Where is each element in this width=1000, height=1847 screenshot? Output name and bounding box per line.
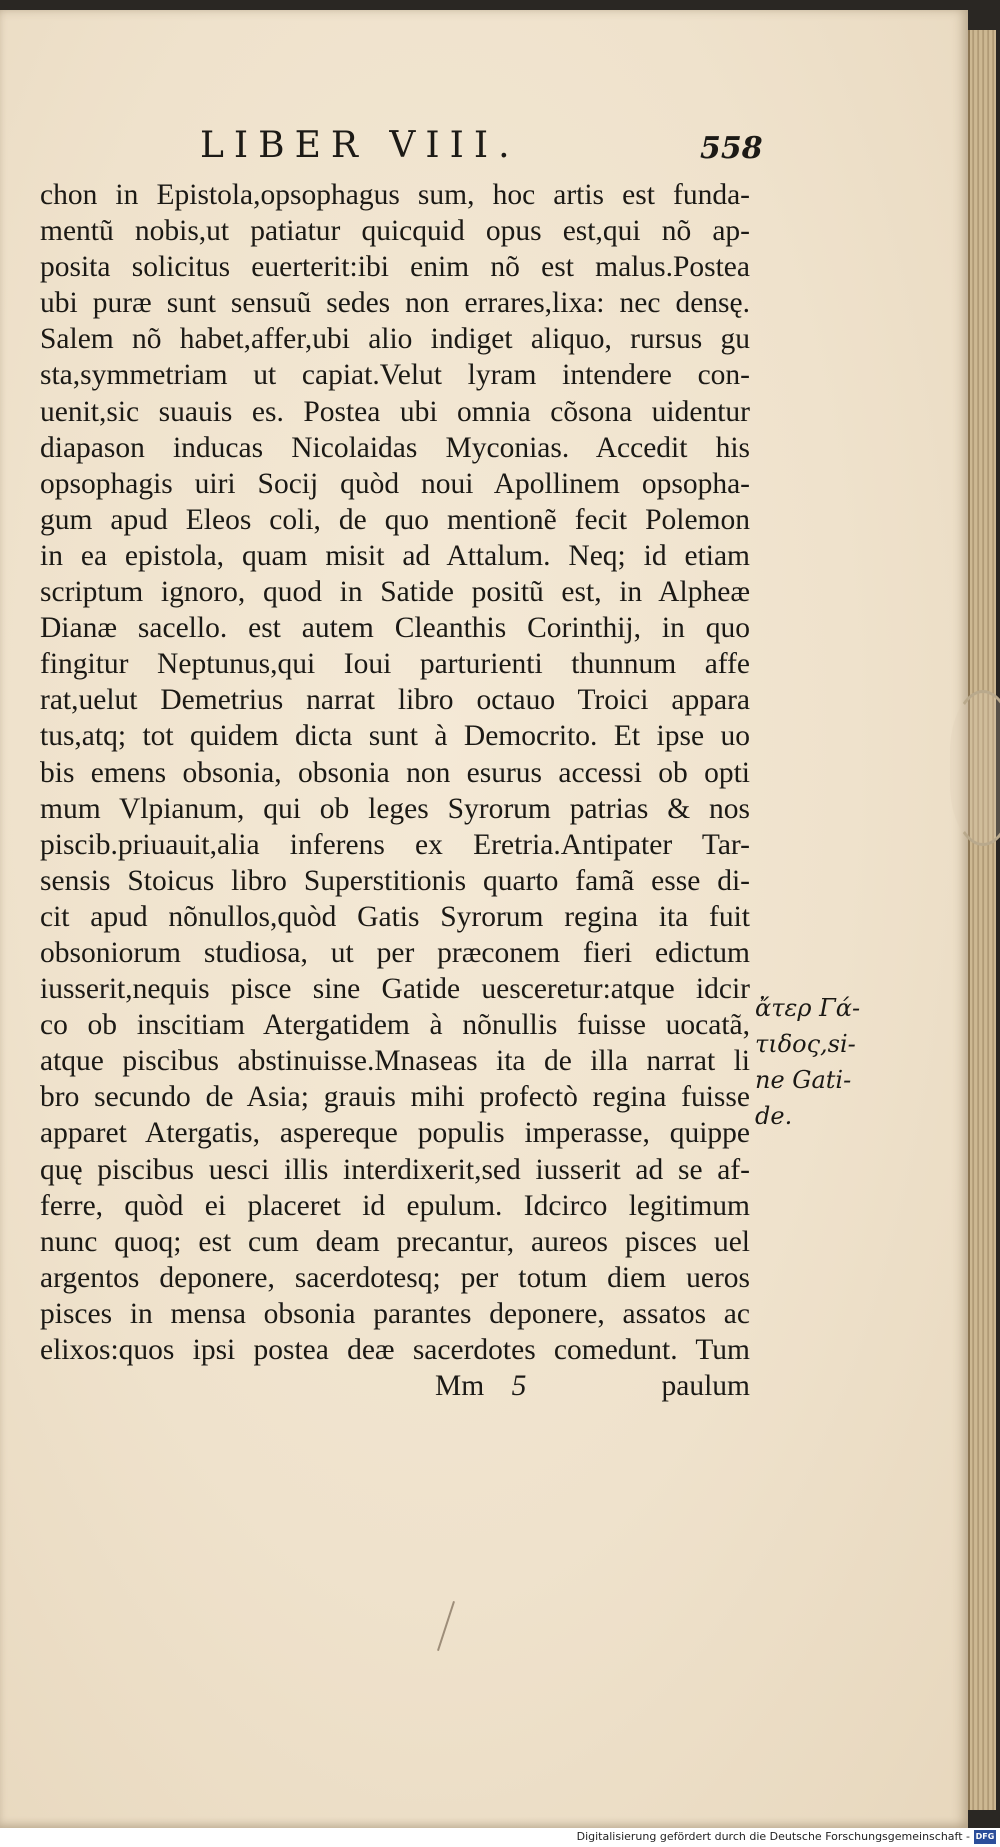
text-line: sta,symmetriam ut capiat.Velut lyram intendere con-: [40, 359, 750, 392]
text-line: gum apud Eleos coli, de quo mentionẽ fecit Polemon: [40, 503, 750, 536]
text-line: posita solicitus euerterit:ibi enim nõ est malus.Postea: [40, 251, 750, 284]
text-line: elixos:quos ipsi postea deæ sacerdotes comedunt. Tum: [40, 1334, 750, 1366]
signature-mark: [435, 1368, 526, 1404]
text-line: bro secundo de Asia; grauis mihi profectò regina fuisse: [40, 1081, 750, 1114]
text-line: in ea epistola, quam misit ad Attalum. Neq; id etiam: [40, 539, 750, 572]
text-line: sensis Stoicus libro Superstitionis quarto famã esse di-: [40, 864, 750, 897]
main-text-block: [40, 177, 750, 1404]
text-line: Dianæ sacello. est autem Cleanthis Corinthij, in quo: [40, 612, 750, 645]
text-line: cit apud nõnullos,quòd Gatis Syrorum regina ita fuit: [40, 900, 750, 933]
text-line: tus,atq; tot quidem dicta sunt à Democrito. Et ipse uo: [40, 720, 750, 753]
marginal-note-line: ne Gati-: [755, 1066, 852, 1094]
text-line: scriptum ignoro, quod in Satide positũ est, in Alpheæ: [40, 576, 750, 609]
holding-clip: [950, 690, 1000, 846]
text-line: ferre, quòd ei placeret id epulum. Idcirco legitimum: [40, 1189, 750, 1222]
text-line: diapason inducas Nicolaidas Myconias. Accedit his: [40, 431, 750, 464]
text-line: chon in Epistola,opsophagus sum, hoc artis est funda-: [40, 179, 750, 211]
page-paper: [0, 10, 968, 1828]
stray-pen-mark: [437, 1601, 455, 1651]
text-line: pisces in mensa obsonia parantes deponere, assatos ac: [40, 1297, 750, 1330]
text-line: nunc quoq; est cum deam precantur, aureos pisces uel: [40, 1225, 750, 1258]
text-line: iusserit,nequis pisce sine Gatide uesceretur:atque idcir: [40, 973, 750, 1006]
catchline: [40, 1368, 750, 1404]
text-line: uenit,sic suauis es. Postea ubi omnia cõsona uidentur: [40, 395, 750, 428]
text-line: mentũ nobis,ut patiatur quicquid opus est,qui nõ ap-: [40, 215, 750, 248]
marginal-note-line: ἄτερ Γά-: [755, 994, 861, 1022]
text-line: quę piscibus uesci illis interdixerit,sed iusserit ad se af-: [40, 1153, 750, 1186]
text-line: bis emens obsonia, obsonia non esurus accessi ob opti: [40, 756, 750, 789]
page-edges: [968, 30, 996, 1810]
digitization-footer: [0, 1828, 1000, 1847]
text-line: argentos deponere, sacerdotesq; per totum diem ueros: [40, 1261, 750, 1294]
running-title: LIBER VIII.: [200, 125, 520, 166]
text-line: co ob inscitiam Atergatidem à nõnullis fuisse uocatã,: [40, 1009, 750, 1042]
text-line: Salem nõ habet,affer,ubi alio indiget aliquo, rursus gu: [40, 323, 750, 356]
text-line: piscib.priuauit,alia inferens ex Eretria.Antipater Tar-: [40, 828, 750, 861]
text-line: fingitur Neptunus,qui Ioui parturienti thunnum affe: [40, 648, 750, 681]
catchword: paulum: [661, 1370, 750, 1403]
marginal-note-line: de.: [755, 1102, 793, 1130]
text-line: opsophagis uiri Socij quòd noui Apollinem opsopha-: [40, 467, 750, 500]
folio-number: 558: [700, 131, 763, 166]
dfg-logo: DFG: [974, 1830, 996, 1844]
text-line: rat,uelut Demetrius narrat libro octauo Troici appara: [40, 684, 750, 717]
text-line: apparet Atergatis, aspereque populis imperasse, quippe: [40, 1117, 750, 1150]
marginal-note-line: τιδος,si-: [755, 1030, 856, 1058]
text-line: ubi puræ sunt sensuũ sedes non errares,lixa: nec densę.: [40, 287, 750, 320]
signature-number: 5: [511, 1370, 527, 1403]
funding-credit: Digitalisierung gefördert durch die Deutsche Forschungsgemeinschaft -: [576, 1830, 970, 1843]
signature-letters: Mm: [435, 1370, 485, 1403]
text-line: obsoniorum studiosa, ut per præconem fieri edictum: [40, 936, 750, 969]
marginal-note: [755, 990, 861, 1134]
text-line: mum Vlpianum, qui ob leges Syrorum patrias & nos: [40, 792, 750, 825]
text-line: atque piscibus abstinuisse.Mnaseas ita de illa narrat li: [40, 1045, 750, 1078]
